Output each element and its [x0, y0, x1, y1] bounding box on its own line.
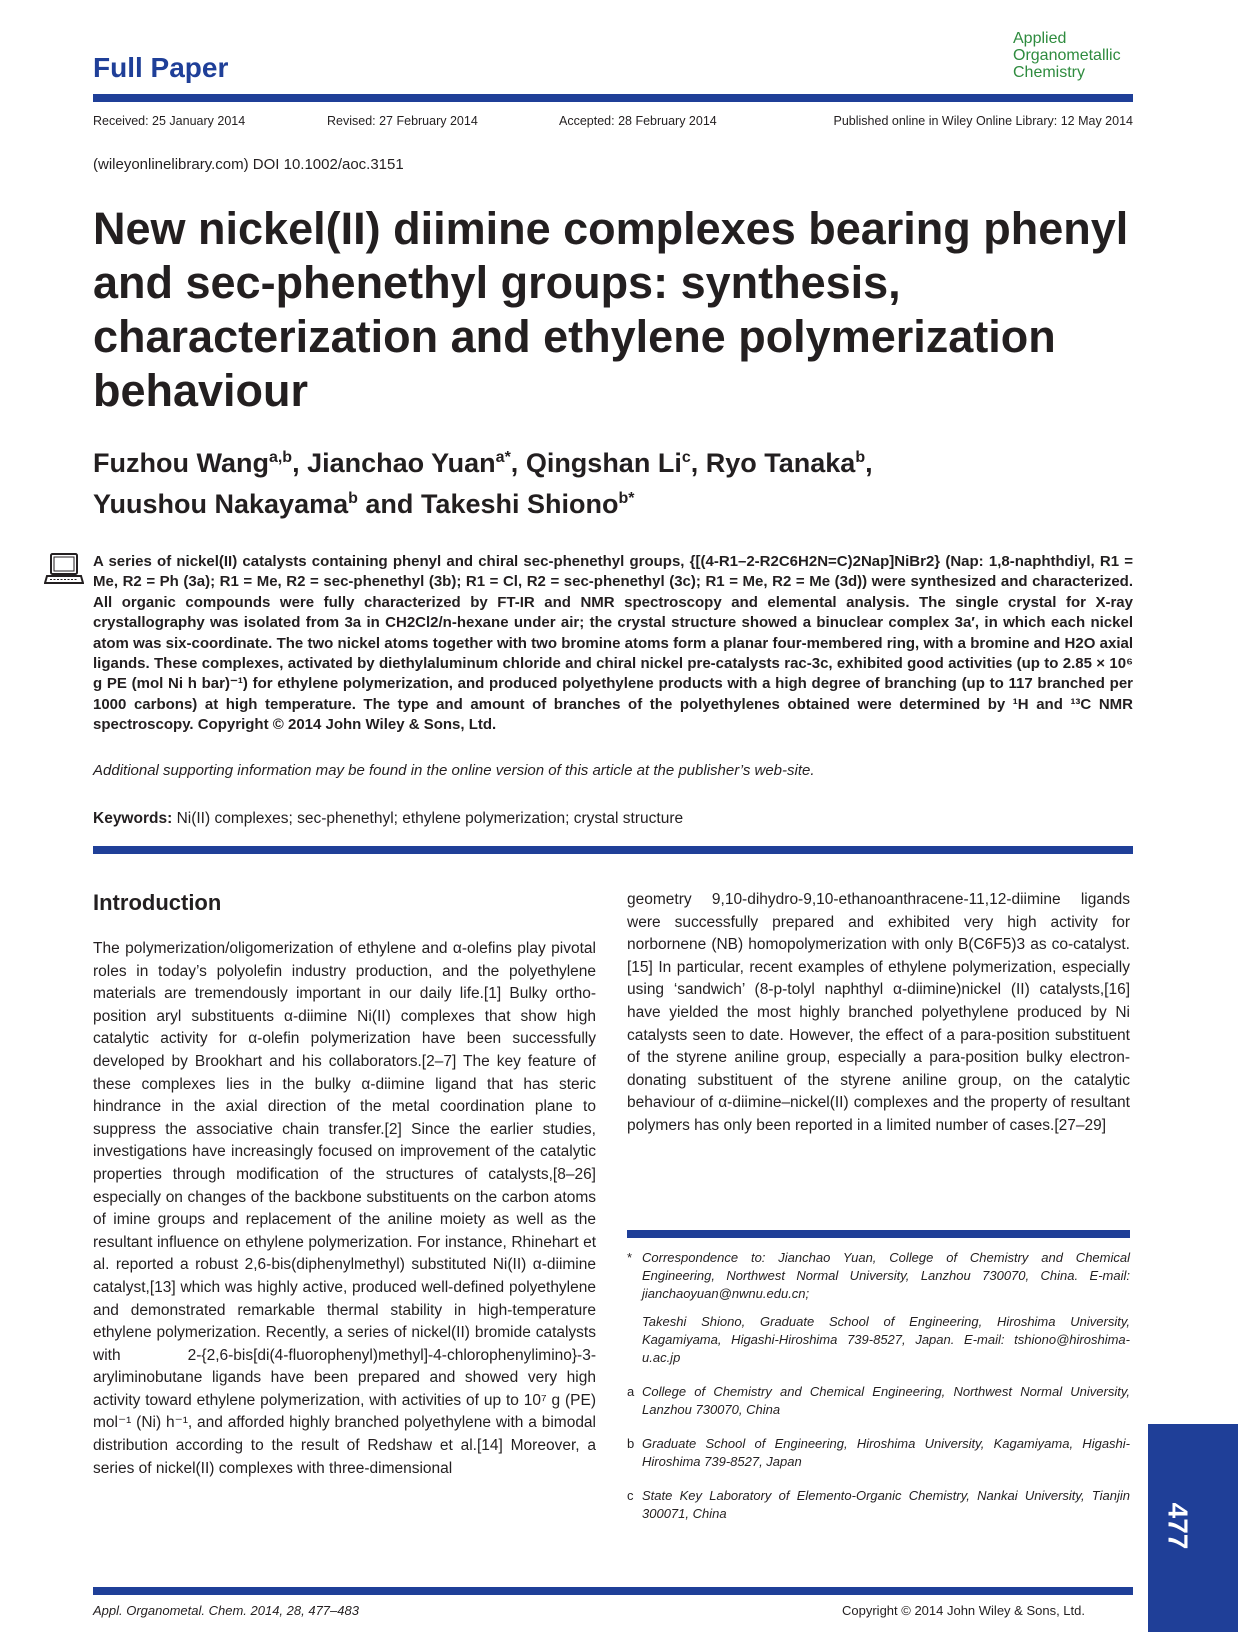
- affiliation-c: [627, 1487, 1130, 1523]
- author-name: Takeshi Shiono: [420, 489, 619, 519]
- correspondence-text: Correspondence to: Jianchao Yuan, College of Chemistry and Chemical Engineering, Northwest Normal University, Lanzhou 730070, China. E-mail: jianchaoyuan@nwnu.edu.cn;: [642, 1250, 1130, 1301]
- affiliation-text: College of Chemistry and Chemical Engineering, Northwest Normal University, Lanzhou 730070, China: [642, 1384, 1130, 1417]
- author-list: Fuzhou Wang$^{a,b}$, Jianchao Yuan$^{a*}$, Qingshan Li$^c$, Ryo Tanaka$^b$, Yuushou Nakayama$^b$ and Takeshi Shiono$^{b*}$: [93, 448, 873, 519]
- journal-citation: Appl. Organometal. Chem. 2014, 28, 477–483: [93, 1603, 359, 1618]
- journal-logo-line3: Chemistry: [1013, 64, 1086, 81]
- author-affiliation-sup: b: [348, 490, 358, 507]
- footer-rule: [93, 1587, 1133, 1595]
- author-name: Qingshan Li: [525, 448, 682, 478]
- author-name: Fuzhou Wang: [93, 448, 269, 478]
- correspondence-notes: [627, 1249, 1130, 1533]
- page-number: 477: [1162, 1502, 1194, 1550]
- abstract: A series of nickel(II) catalysts containing phenyl and chiral sec-phenethyl groups, {[(4-R1–2-R2C6H2N=C)2Nap]NiBr2} (Nap: 1,8-naphthdiyl, R1 = Me, R2 = Ph (3a); R1 = Me, R2 = sec-phenethyl (3b); R1 = Cl, R2 = sec-phenethyl (3c); R1 = Me, R2 = Me (3d)) were synthesized and characterized. All organic compounds were fully characterized by FT-IR and NMR spectroscopy and elemental analysis. The single crystal for X-ray crystallography was isolated from 3a in CH2Cl2/n-hexane under air; the crystal structure showed a binuclear complex 3a′, in which each nickel atom was six-coordinate. The two nickel atoms together with two bromine atoms form a planar four-membered ring, with a bromine and H2O axial ligands. These complexes, activated by diethylaluminum chloride and chiral nickel pre-catalysts rac-3c, exhibited good activities (up to 2.85 × 10⁶ g PE (mol Ni h bar)⁻¹) for ethylene polymerization, and produced polyethylene products with a high degree of branching (up to 117 branched per 1000 carbons) at high temperature. The type and amount of branches of the polyethylenes obtained were determined by ¹H and ¹³C NMR spectroscopy. Copyright © 2014 John Wiley & Sons, Ltd.: [93, 553, 1133, 734]
- author-name: Yuushou Nakayama: [93, 489, 349, 519]
- author-affiliation-sup: b: [855, 449, 866, 466]
- received-date: Received: 25 January 2014: [93, 114, 246, 128]
- affiliation-mark: a: [627, 1384, 635, 1399]
- affiliation-mark: c: [627, 1488, 634, 1503]
- revised-date: Revised: 27 February 2014: [327, 114, 478, 128]
- author-name: Jianchao Yuan: [307, 448, 496, 478]
- abstract-rule: [93, 846, 1133, 854]
- article-title: New nickel(II) diimine complexes bearing phenyl and sec-phenethyl groups: synthesis, characterization and ethylene polymerization behaviour: [93, 203, 1129, 416]
- author-affiliation-sup: a,b: [268, 449, 293, 466]
- correspondence-rule: [627, 1230, 1130, 1238]
- author-connector: and: [365, 489, 414, 519]
- keywords-label: Keywords:: [93, 810, 173, 827]
- laptop-icon[interactable]: [44, 552, 84, 588]
- correspondence-primary: [627, 1249, 1130, 1303]
- affiliation-a: [627, 1383, 1130, 1419]
- introduction-heading: Introduction: [93, 890, 222, 915]
- correspondence-star: *: [627, 1250, 633, 1265]
- journal-logo-line1: Applied: [1013, 30, 1067, 47]
- author-affiliation-sup: a*: [495, 449, 511, 466]
- introduction-right-column: geometry 9,10-dihydro-9,10-ethanoanthracene-11,12-diimine ligands were successfully prepared and exhibited very high activity for norbornene (NB) homopolymerization with only B(C6F5)3 as co-catalyst.[15] In particular, recent examples of ethylene polymerization, especially using ‘sandwich’ (8-p-tolyl naphthyl α-diimine)nickel (II) catalysts,[16] have yielded the most highly branched polyethylene produced by Ni catalysts seen to date. However, the effect of a para-position substituent of the styrene aniline group, especially a para-position bulky electron-donating substituent of the styrene aniline group, on the catalytic behaviour of α-diimine–nickel(II) complexes and the property of resultant polymers has only been reported in a limited number of cases.[27–29]: [627, 891, 1130, 1134]
- doi-line[interactable]: (wileyonlinelibrary.com) DOI 10.1002/aoc.3151: [93, 156, 404, 173]
- author-affiliation-sup: b*: [618, 490, 635, 507]
- footer-copyright: Copyright © 2014 John Wiley & Sons, Ltd.: [842, 1603, 1085, 1618]
- journal-logo-line2: Organometallic: [1013, 47, 1121, 64]
- author-name: Ryo Tanaka: [705, 448, 856, 478]
- section-label: Full Paper: [93, 52, 229, 83]
- affiliation-text: Graduate School of Engineering, Hiroshima University, Kagamiyama, Higashi-Hiroshima 739-8527, Japan: [642, 1436, 1130, 1469]
- affiliation-b: [627, 1435, 1130, 1471]
- keywords: [93, 810, 1133, 828]
- keywords-list: Ni(II) complexes; sec-phenethyl; ethylene polymerization; crystal structure: [176, 810, 684, 827]
- correspondence-text: Takeshi Shiono, Graduate School of Engineering, Hiroshima University, Kagamiyama, Higashi-Hiroshima 739-8527, Japan. E-mail: tshiono@hiroshima-u.ac.jp: [642, 1314, 1130, 1365]
- header-rule: [93, 94, 1133, 102]
- correspondence-secondary: [627, 1313, 1130, 1367]
- affiliation-mark: b: [627, 1436, 635, 1451]
- accepted-date: Accepted: 28 February 2014: [559, 114, 717, 128]
- supporting-info-note: Additional supporting information may be found in the online version of this article at the publisher’s web-site.: [93, 762, 815, 779]
- journal-logo: [1013, 30, 1121, 81]
- affiliation-text: State Key Laboratory of Elemento-Organic Chemistry, Nankai University, Tianjin 300071, China: [642, 1488, 1130, 1521]
- introduction-left-column: The polymerization/oligomerization of ethylene and α-olefins play pivotal roles in today’s polyolefin industry production, and the polyethylene materials are tremendously important in our daily life.[1] Bulky ortho-position aryl substituents α-diimine Ni(II) complexes that show high catalytic activity for α-olefin polymerization have been successfully developed by Brookhart and his collaborators.[2–7] The key feature of these complexes lies in the bulky α-diimine ligand that has steric hindrance in the axial direction of the metal coordination plane to suppress the associative chain transfer.[2] Since the earlier studies, investigations have increasingly focused on improvement of the catalytic properties through modification of the structures of catalysts,[8–26] especially on changes of the backbone substituents on the carbon atoms of imine groups and replacement of the aniline moiety as well as the resultant influence on ethylene polymerization. For instance, Rhinehart et al. reported a robust 2,6-bis(diphenylmethyl) substituted Ni(II) α-diimine catalyst,[13] which was highly active, produced well-defined polyethylene and demonstrated remarkable thermal stability in high-temperature ethylene polymerization. Recently, a series of nickel(II) bromide catalysts with 2-{2,6-bis[di(4-fluorophenyl)methyl]-4-chlorophenylimino}-3-aryliminobutane ligands have been prepared and showed very high activity toward ethylene polymerization, with activities of up to 10⁷ g (PE) mol⁻¹ (Ni) h⁻¹, and afforded highly branched polyethylene with a bimodal distribution according to the result of Redshaw et al.[14] Moreover, a series of nickel(II) complexes with three-dimensional: [93, 940, 596, 1477]
- published-date: Published online in Wiley Online Library: 12 May 2014: [833, 114, 1133, 128]
- author-affiliation-sup: c: [681, 449, 691, 466]
